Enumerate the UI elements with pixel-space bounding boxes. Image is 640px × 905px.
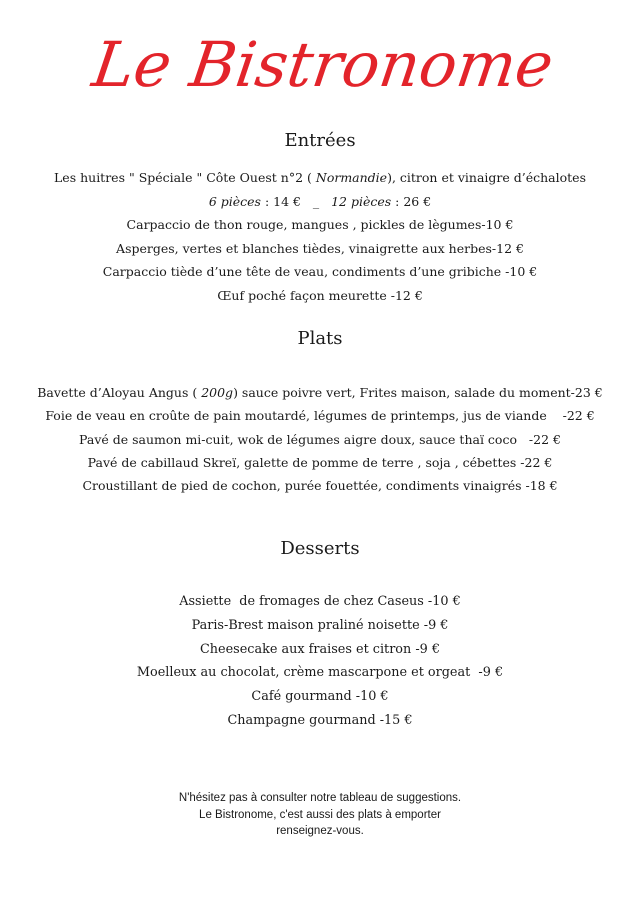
- entree-item: Carpaccio de thon rouge, mangues , pickles de lègumes-10 €: [126, 217, 514, 232]
- oysters-prefix: Les huitres " Spéciale " Côte Ouest n°2 (: [54, 170, 316, 185]
- plat-item: Croustillant de pied de cochon, purée fouettée, condiments vinaigrés -18 €: [82, 478, 558, 494]
- desserts-title: Desserts: [280, 538, 360, 559]
- logo-wordmark: [88, 14, 558, 114]
- six-pieces-label: 6 pièces: [208, 193, 261, 209]
- bavette-prefix: Bavette d’Aloyau Angus (: [37, 385, 202, 400]
- oysters-suffix: ), citron et vinaigre d’échalotes: [387, 170, 586, 185]
- plat-item: Pavé de saumon mi-cuit, wok de légumes aigre doux, sauce thaï coco -22 €: [79, 431, 561, 447]
- oysters-origin: Normandie: [315, 170, 388, 185]
- entrees-list: [0, 166, 640, 307]
- dessert-item: Assiette de fromages de chez Caseus -10 €: [179, 594, 461, 609]
- dessert-item: Café gourmand -10 €: [251, 689, 389, 705]
- logo-text: Le Bistronome: [88, 28, 558, 101]
- plats-title: Plats: [297, 328, 343, 349]
- bavette-weight: 200g: [201, 385, 234, 400]
- twelve-pieces-label: 12 pièces: [331, 193, 392, 209]
- entrees-title: Entrées: [284, 130, 356, 151]
- twelve-pieces-price: : 26 €: [391, 193, 432, 209]
- bavette-suffix: ) sauce poivre vert, Frites maison, salade du moment-23 €: [233, 385, 603, 400]
- entree-oysters: [0, 166, 640, 190]
- six-pieces-price: : 14 €: [260, 193, 301, 209]
- plat-bavette: [0, 381, 640, 404]
- footer-line: N'hésitez pas à consulter notre tableau de suggestions.: [178, 792, 462, 804]
- dessert-item: Champagne gourmand -15 €: [227, 712, 413, 728]
- restaurant-logo: [0, 14, 640, 114]
- desserts-list: [0, 590, 640, 733]
- footer-line: renseignez-vous.: [276, 825, 364, 838]
- dessert-item: Paris-Brest maison praliné noisette -9 €: [191, 617, 449, 633]
- plats-list: [0, 381, 640, 497]
- footer-line: Le Bistronome, c'est aussi des plats à emporter: [199, 808, 441, 821]
- plat-item: Pavé de cabillaud Skreï, galette de pomme de terre , soja , cébettes -22 €: [87, 454, 553, 470]
- entree-item: Carpaccio tiède d’une tête de veau, condiments d’une gribiche -10 €: [102, 264, 538, 279]
- dessert-item: Moelleux au chocolat, crème mascarpone et orgeat -9 €: [136, 665, 504, 681]
- plat-item: Foie de veau en croûte de pain moutardé, légumes de printemps, jus de viande -22 €: [45, 408, 595, 424]
- dessert-item: Cheesecake aux fraises et citron -9 €: [199, 641, 440, 657]
- entree-oyster-prices: [0, 190, 640, 214]
- entree-item: Asperges, vertes et blanches tièdes, vinaigrette aux herbes-12 €: [116, 240, 524, 256]
- entree-item: Œuf poché façon meurette -12 €: [217, 287, 423, 303]
- footer-note: [0, 790, 640, 840]
- price-separator: _: [300, 193, 332, 209]
